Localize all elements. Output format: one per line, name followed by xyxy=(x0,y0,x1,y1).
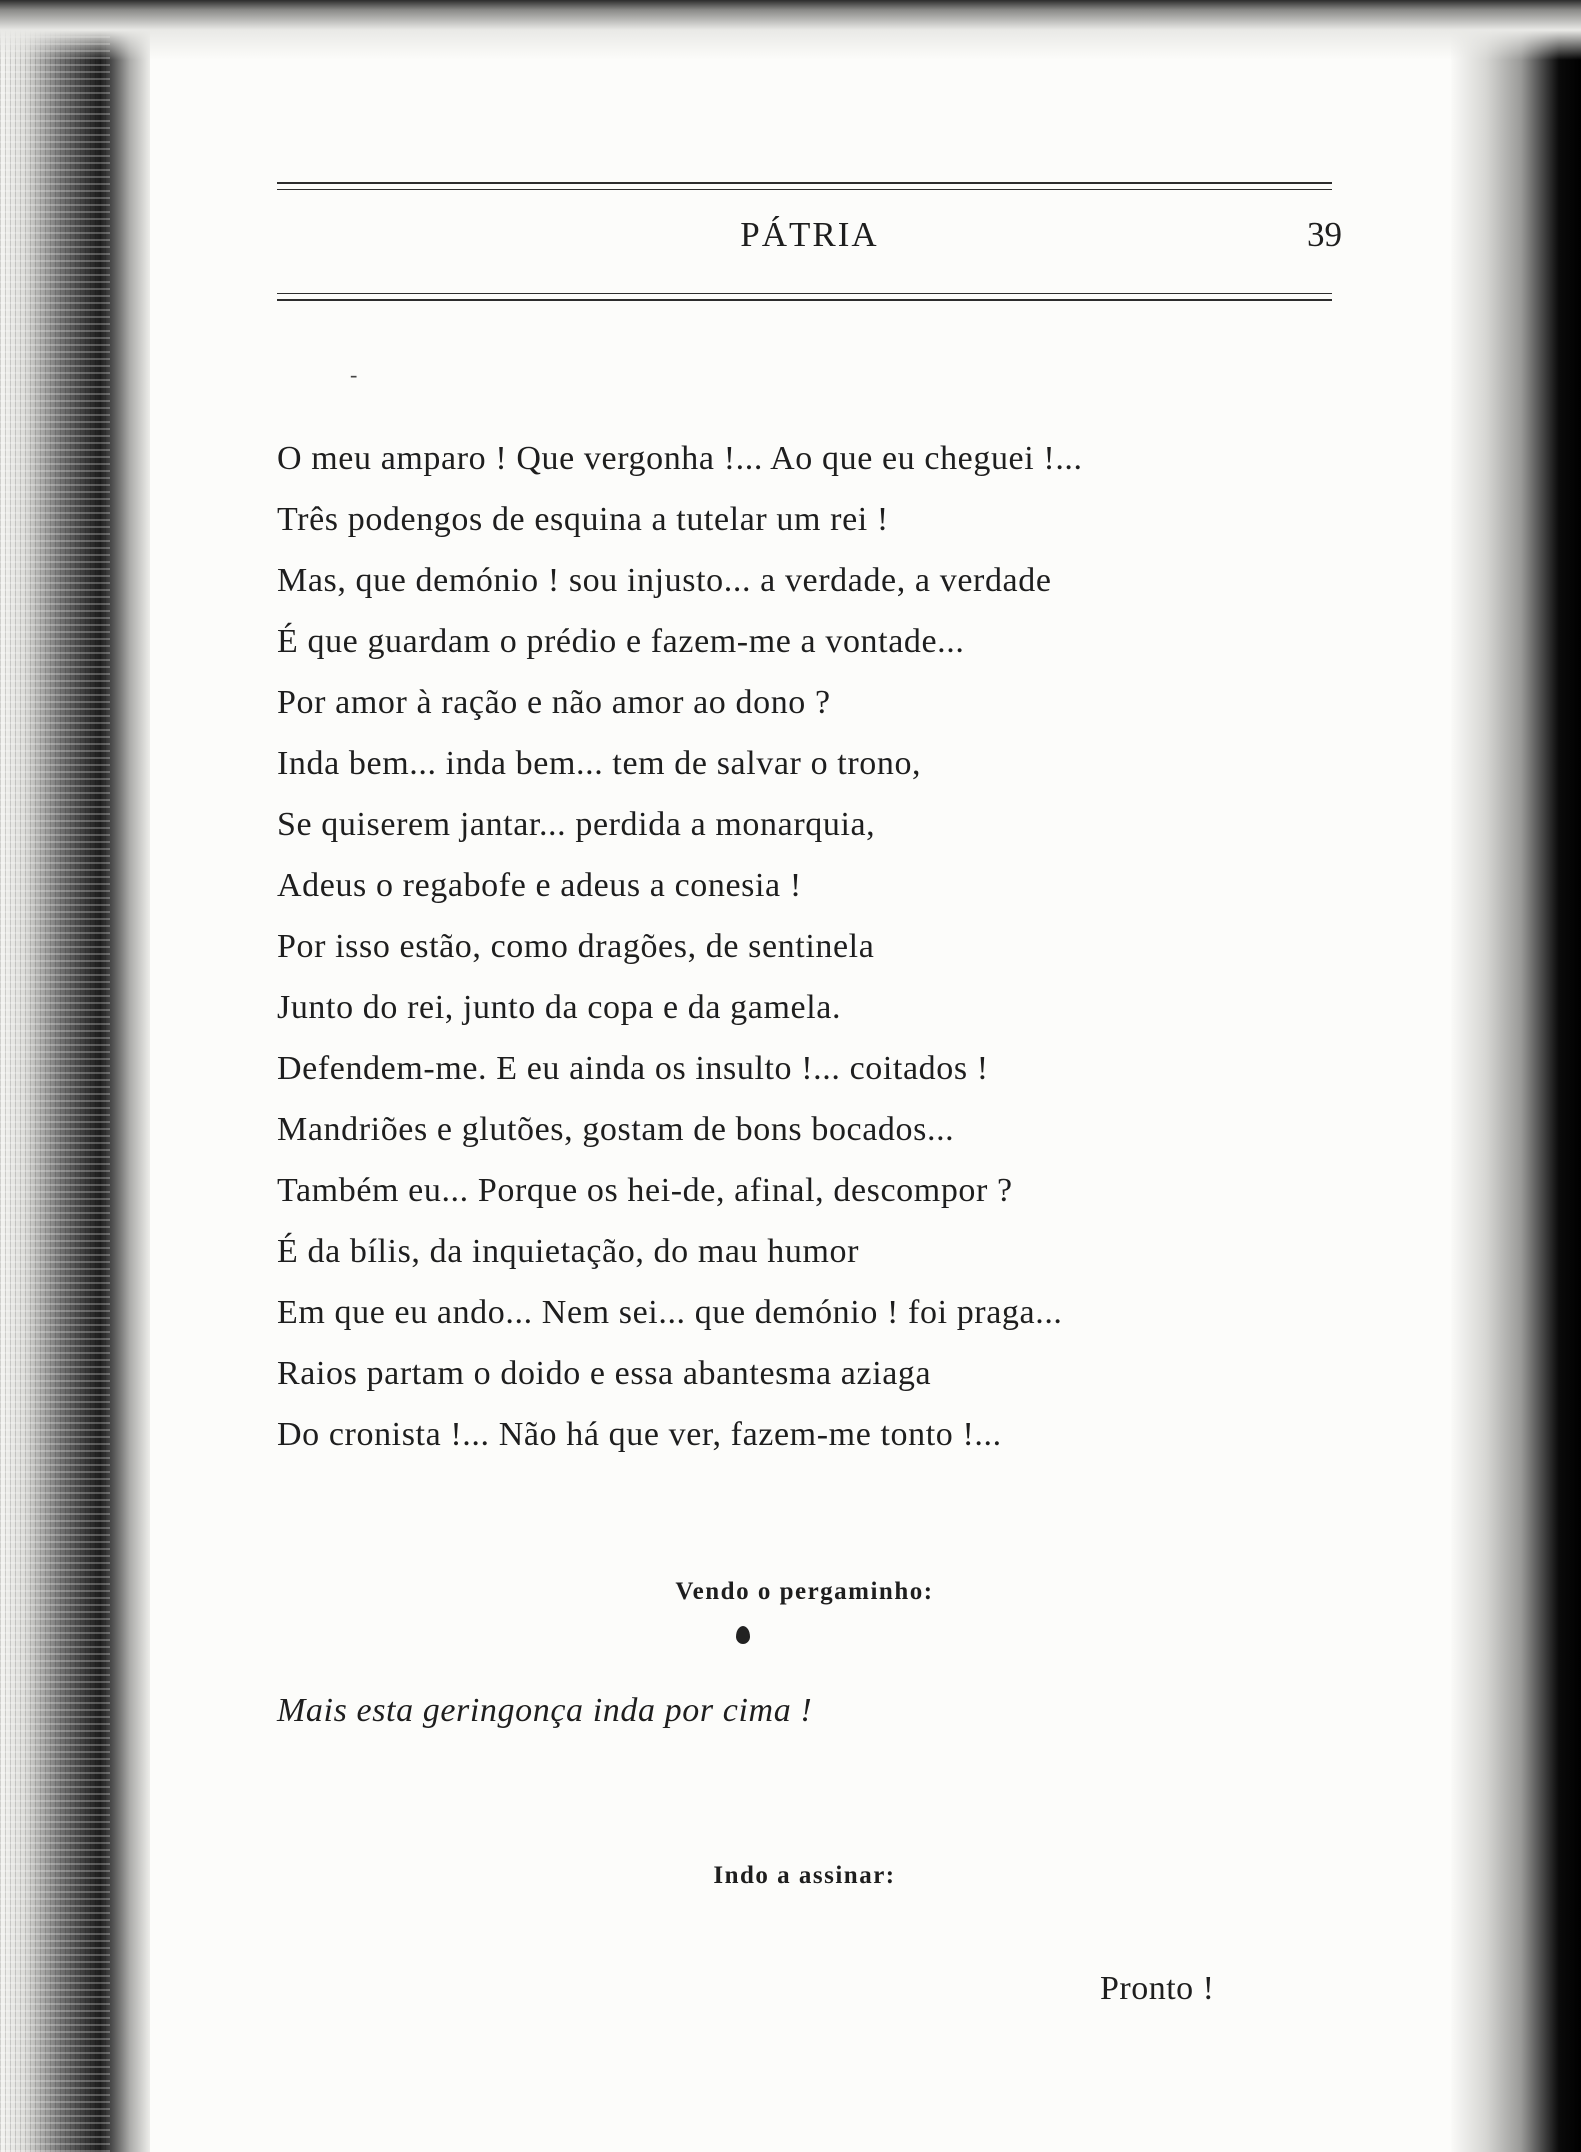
verse-line: Do cronista !... Não há que ver, fazem-me tonto !... xyxy=(277,1416,1002,1453)
binding-texture xyxy=(0,0,110,2152)
verse-line: Mas, que demónio ! sou injusto... a verdade, a verdade xyxy=(277,562,1052,599)
verse-line: Inda bem... inda bem... tem de salvar o trono, xyxy=(277,745,922,782)
page-edge-top xyxy=(0,0,1581,60)
stage-direction-pergaminho: Vendo o pergaminho: xyxy=(675,1578,934,1605)
header-rule-top xyxy=(277,182,1332,184)
ornament-dot xyxy=(736,1626,750,1644)
verse-line: Adeus o regabofe e adeus a conesia ! xyxy=(277,867,802,904)
verse-line-italic: Mais esta geringonça inda por cima ! xyxy=(277,1692,813,1729)
verse-line: Raios partam o doido e essa abantesma aziaga xyxy=(277,1355,932,1392)
verse-line: Por isso estão, como dragões, de sentinela xyxy=(277,928,875,965)
verse-line: Por amor à ração e não amor ao dono ? xyxy=(277,684,831,721)
page-title: PÁTRIA xyxy=(740,215,879,254)
header-rule-top-thin xyxy=(277,189,1332,190)
stray-mark: - xyxy=(350,362,358,387)
verse-line: É da bílis, da inquietação, do mau humor xyxy=(277,1233,860,1270)
header-rule-bottom xyxy=(277,299,1332,301)
verse-line: É que guardam o prédio e fazem-me a vontade... xyxy=(277,623,965,660)
verse-line: Em que eu ando... Nem sei... que demónio ! foi praga... xyxy=(277,1294,1063,1331)
verse-line: Se quiserem jantar... perdida a monarquia, xyxy=(277,806,876,843)
page-number: 39 xyxy=(1307,215,1342,254)
verse-line: Mandriões e glutões, gostam de bons bocados... xyxy=(277,1111,955,1148)
verse-block xyxy=(277,436,1352,1473)
page-edge-right xyxy=(1451,0,1581,2152)
header-rule-bottom-thin xyxy=(277,293,1332,294)
stage-direction-assinar: Indo a assinar: xyxy=(713,1862,896,1889)
running-head xyxy=(277,215,1342,265)
verse-line: Três podengos de esquina a tutelar um rei ! xyxy=(277,501,889,538)
verse-line: Junto do rei, junto da copa e da gamela. xyxy=(277,989,842,1026)
verse-line: O meu amparo ! Que vergonha !... Ao que eu cheguei !... xyxy=(277,440,1083,477)
closing-line: Pronto ! xyxy=(1100,1970,1215,2007)
verse-line: Também eu... Porque os hei-de, afinal, descompor ? xyxy=(277,1172,1013,1209)
verse-line: Defendem-me. E eu ainda os insulto !... coitados ! xyxy=(277,1050,989,1087)
